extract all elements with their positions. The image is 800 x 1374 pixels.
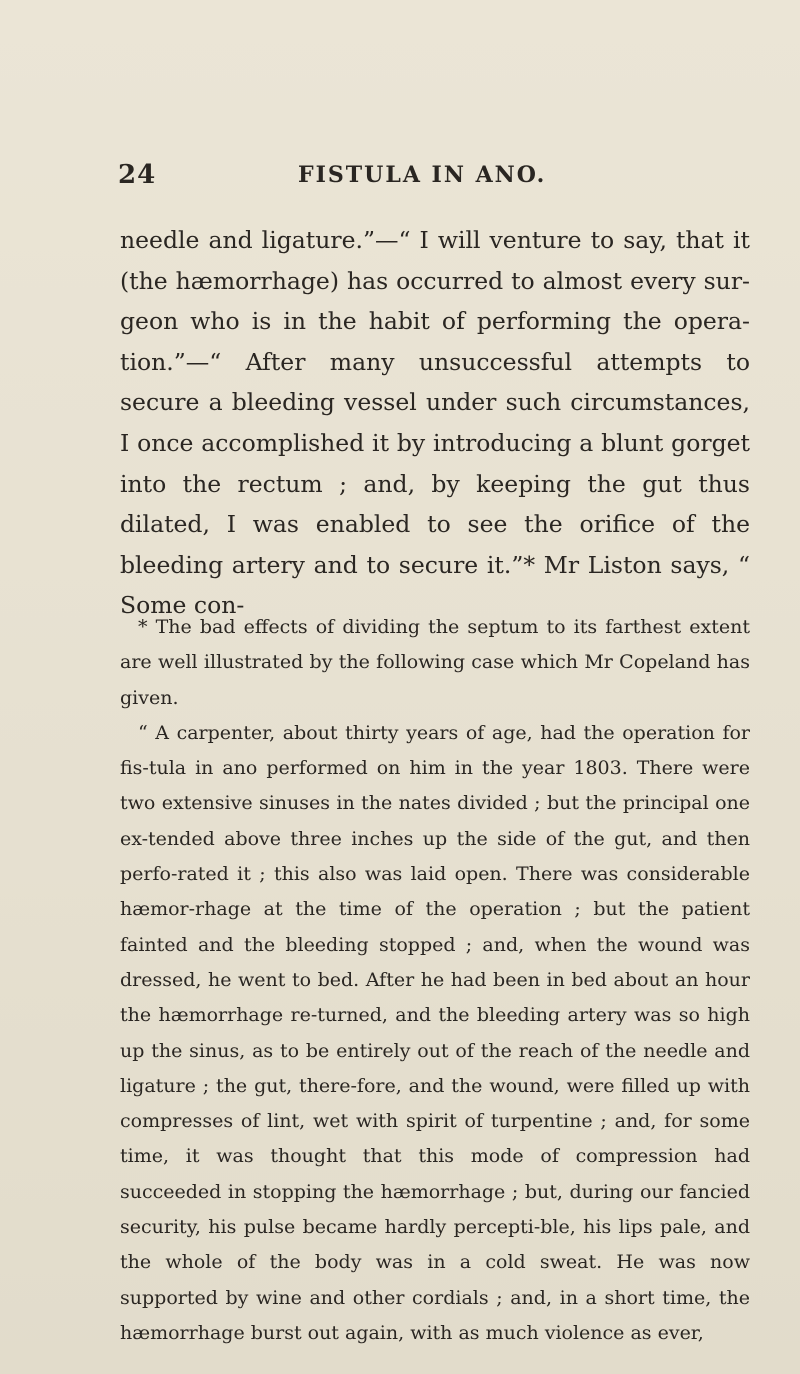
main-text	[120, 220, 750, 626]
footnote-quote: “ A carpenter, about thirty years of age, had the operation for fis-tula in ano performed on him in the year 1803. There were two extensive sinuses in the nates divided ; but the principal one ex-tended above three inches up the side of the gut, and then perfo-rated it ; this also was laid open. There was considerable hæmor-rhage at the time of the operation ; but the patient fainted and the bleeding stopped ; and, when the wound was dressed, he went to bed. After he had been in bed about an hour the hæmorrhage re-turned, and the bleeding artery was so high up the sinus, as to be entirely out of the reach of the needle and ligature ; the gut, there-fore, and the wound, were filled up with compresses of lint, wet with spirit of turpentine ; and, for some time, it was thought that this mode of compression had succeeded in stopping the hæmorrhage ; but, during our fancied security, his pulse became hardly percepti-ble, his lips pale, and the whole of the body was in a cold sweat. He was now supported by wine and other cordials ; and, in a short time, the hæmorrhage burst out again, with as much violence as ever,	[120, 721, 750, 1344]
footnote-intro: * The bad effects of dividing the septum to its farthest extent are well illustrated by the following case which Mr Copeland has given.	[120, 616, 750, 709]
running-title: FISTULA IN ANO.	[298, 162, 547, 188]
main-paragraph: needle and ligature.”—“ I will venture to say, that it (the hæmorrhage) has occurred to almost every sur-geon who is in the habit of performing the opera-tion.”—“ After many unsuccessful attempts to secure a bleeding vessel under such circumstances, I once accomplished it by introducing a blunt gorget into the rectum ; and, by keeping the gut thus dilated, I was enabled to see the orifice of the bleeding artery and to secure it.”* Mr Liston says, “ Some con-	[120, 226, 750, 620]
footnote	[120, 610, 750, 1351]
page-number: 24	[118, 160, 157, 190]
running-head	[118, 160, 758, 190]
